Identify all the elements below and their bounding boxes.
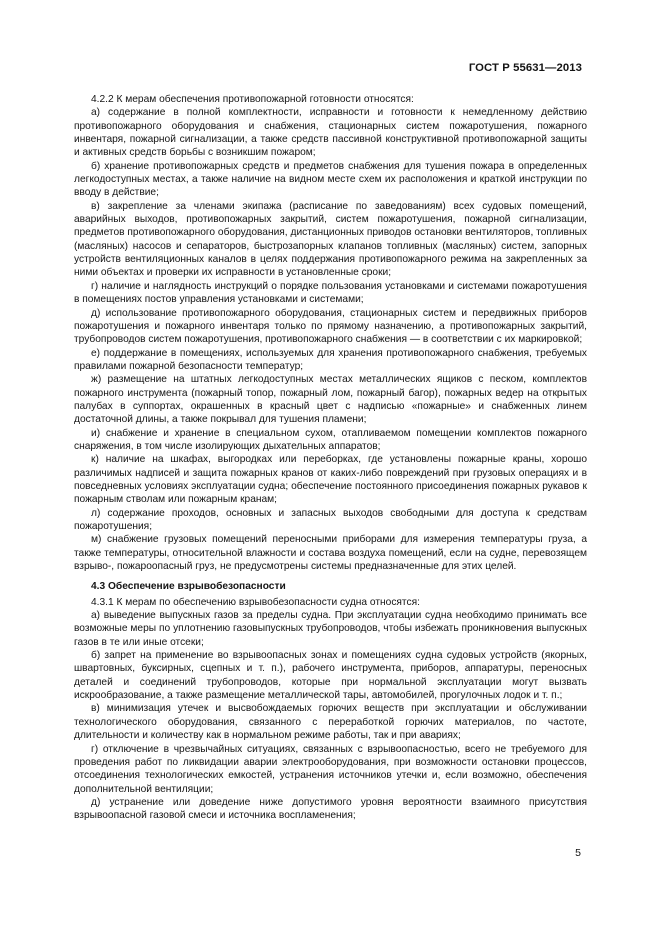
list-item-a: а) содержание в полной комплектности, исправности и готовности к немедленному действию противопожарного оборудования и снабжения, стационарных систем пожаротушения, пожарного инвентаря, пожарной сигнализации, а также средств пассивной конструктивной противопожарной защиты и активных средств борьбы с возникшим пожаром; <box>74 107 587 159</box>
list-item-g: г) отключение в чрезвычайных ситуациях, связанных с взрывоопасностью, всего не требуемого для проведения работ по ликвидации аварии электрооборудования, при возможности остановки процессов, отсоединения технологических емкостей, устранения источников утечки и, если возможно, обеспечения дополнительной вентиляции; <box>74 743 587 795</box>
list-item-a: а) выведение выпускных газов за пределы судна. При эксплуатации судна необходимо принимать все возможные меры по уплотнению газовыпускных трубопроводов, чтобы избежать проникновения выпускных газов в те или иные отсеки; <box>74 610 587 648</box>
section-heading-4-3: 4.3 Обеспечение взрывобезопасности <box>91 581 286 593</box>
list-item-zh: ж) размещение на штатных легкодоступных местах металлических ящиков с песком, комплектов пожарного инструмента (пожарный топор, пожарный лом, пожарный багор), пожарных ведер на открытых палубах в суппортах, окрашенных в красный цвет с надписью «пожарные» и снабженных линем достаточной длины, а также покрывал для тушения пламени; <box>74 374 587 426</box>
list-item-e: е) поддержание в помещениях, используемых для хранения противопожарного снабжения, требуемых правилами пожарной безопасности температур; <box>74 347 587 372</box>
list-item-d: д) устранение или доведение ниже допустимого уровня вероятности взаимного присутствия взрывоопасной газовой смеси и источника воспламенения; <box>74 796 587 822</box>
paragraph-4-3-1: 4.3.1 К мерам по обеспечению взрывобезопасности судна относятся: <box>91 596 420 608</box>
list-item-v: в) минимизация утечек и высвобождаемых горючих веществ при эксплуатации и обслуживании технологического оборудования, связанного с переработкой горючих материалов, по частоте, длительности и количеству как в нормальном режиме работы, так и при авариях; <box>74 703 587 742</box>
list-item-v: в) закрепление за членами экипажа (расписание по заведованиям) всех судовых помещений, аварийных выходов, противопожарных закрытий, систем пожаротушения, пожарной сигнализации, предметов противопожарного оборудования, дистанционных приводов остановки вентиляторов, топливных (масляных) насосов и сепараторов, быстрозапорных клапанов топливных (масляных) систем, запорных устройств вентиляционных каналов в целях поддержания противопожарного режима на закрепленных за ними объектах и проверки их исправности в установленные сроки; <box>74 200 587 279</box>
paragraph-4-2-2: 4.2.2 К мерам обеспечения противопожарной готовности относятся: <box>91 94 414 105</box>
list-item-d: д) использование противопожарного оборудования, стационарных систем и передвижных приборов пожаротушения и пожарного инвентаря только по прямому назначению, а противопожарных закрытий, трубопроводов систем пожаротушения, противопожарного снабжения — в соответствии с их маркировкой; <box>74 307 587 346</box>
list-item-g: г) наличие и наглядность инструкций о порядке пользования установками и системами пожаротушения в помещениях постов управления установками и системами; <box>74 280 587 306</box>
list-item-k: к) наличие на шкафах, выгородках или переборках, где установлены пожарные краны, хорошо различимых надписей и защита пожарных кранов от каких-либо повреждений при грузовых операциях и в повседневных условиях эксплуатации судна; обеспечение постоянного присоединения пожарных рукавов к пожарным стволам или пожарным кранам; <box>74 454 587 506</box>
page-number: 5 <box>575 847 581 859</box>
list-item-b: б) хранение противопожарных средств и предметов снабжения для тушения пожара в определенных легкодоступных местах, а также наличие на видном месте схем их расположения и краткой инструкции по вводу в действие; <box>74 160 587 199</box>
list-item-b: б) запрет на применение во взрывоопасных зонах и помещениях судна судовых устройств (якорных, швартовных, буксирных, сцепных и т. п.), рабочего инструмента, приборов, аппаратуры, переносных деталей и соединений трубопроводов, которые при нормальной эксплуатации могут вызвать искрообразование, а также размещение металлической тары, автомобилей, прогулочных лодок и т. п.; <box>74 650 587 702</box>
list-item-m: м) снабжение грузовых помещений переносными приборами для измерения температуры груза, а также температуры, относительной влажности и состава воздуха помещений, если на судне, перевозящем взрыво-, пожароопасный груз, не предусмотрены системы предназначенные для этих целей. <box>74 534 587 573</box>
list-item-i: и) снабжение и хранение в специальном сухом, отапливаемом помещении комплектов пожарного снаряжения, в том числе изолирующих дыхательных аппаратов; <box>74 427 587 452</box>
document-body <box>74 93 587 823</box>
list-item-l: л) содержание проходов, основных и запасных выходов свободными для доступа к средствам пожаротушения; <box>74 507 587 532</box>
document-id-header: ГОСТ Р 55631—2013 <box>468 62 582 74</box>
